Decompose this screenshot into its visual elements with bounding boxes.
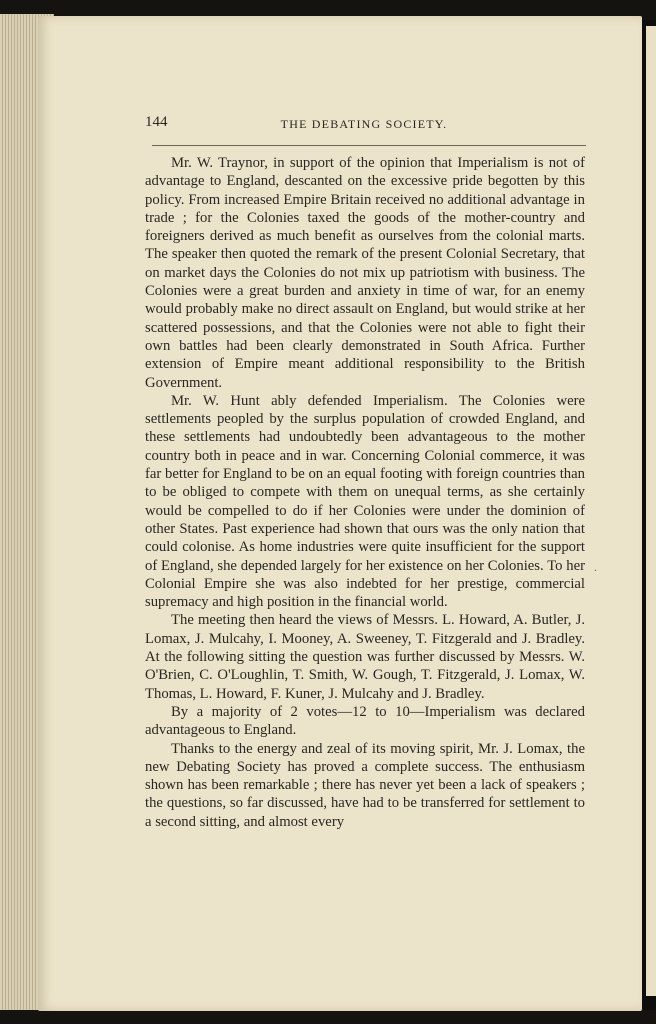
stray-ink-mark: . bbox=[594, 560, 597, 574]
header-rule bbox=[152, 145, 586, 146]
body-text bbox=[145, 154, 585, 831]
paragraph-hunt: Mr. W. Hunt ably defended Imperialism. The Colonies were settlements peopled by the surplus population of crowded England, and these settlements had undoubtedly been advantageous to the mother country both in peace and in war. Concerning Colonial commerce, it was far better for England to be on an equal footing with foreign countries than to be obliged to compete with them on unequal terms, as she certainly would be compelled to do if her Colonies were under the dominion of other States. Past experience had shown that ours was the only nation that could colonise. As home industries were quite insufficient for the support of England, she depended largely for her existence on her Colonies. To her Colonial Empire she was also indebted for her prestige, commercial supremacy and high position in the financial world. bbox=[145, 392, 585, 611]
paragraph-thanks: Thanks to the energy and zeal of its moving spirit, Mr. J. Lomax, the new Debating Society has proved a complete success. The enthusiasm shown has been remarkable ; there has never yet been a lack of speakers ; the questions, so far discussed, have had to be transferred for settlement to a second sitting, and almost every bbox=[145, 740, 585, 830]
page-number: 144 bbox=[145, 114, 168, 130]
next-page-edge bbox=[646, 26, 656, 996]
paragraph-meeting: The meeting then heard the views of Messrs. L. Howard, A. Butler, J. Lomax, J. Mulcahy, I. Mooney, A. Sweeney, T. Fitzgerald and J. Bradley. At the following sitting the question was further discussed by Messrs. W. O'Brien, C. O'Loughlin, T. Smith, W. Gough, T. Fitzgerald, J. Lomax, W. Thomas, L. Howard, F. Kuner, J. Mulcahy and J. Bradley. bbox=[145, 612, 585, 702]
running-head: THE DEBATING SOCIETY. bbox=[280, 117, 448, 131]
paragraph-vote: By a majority of 2 votes—12 to 10—Imperialism was declared advantageous to England. bbox=[145, 703, 585, 739]
paragraph-traynor: Mr. W. Traynor, in support of the opinion that Imperialism is not of advantage to England, descanted on the excessive pride begotten by this policy. From increased Empire Britain received no additional advantage in trade ; for the Colonies taxed the goods of the mother-country and foreigners derived as much benefit as ourselves from the colonial marts. The speaker then quoted the remark of the present Colonial Secretary, that on market days the Colonies do not mix up patriotism with business. The Colonies were a great burden and anxiety in time of war, for an enemy would probably make no direct assault on England, but would strike at her scattered possessions, and that the Colonies were not able to fight their own battles had been clearly demonstrated in South Africa. Further extension of Empire meant additional responsibility to the British Government. bbox=[145, 155, 585, 391]
